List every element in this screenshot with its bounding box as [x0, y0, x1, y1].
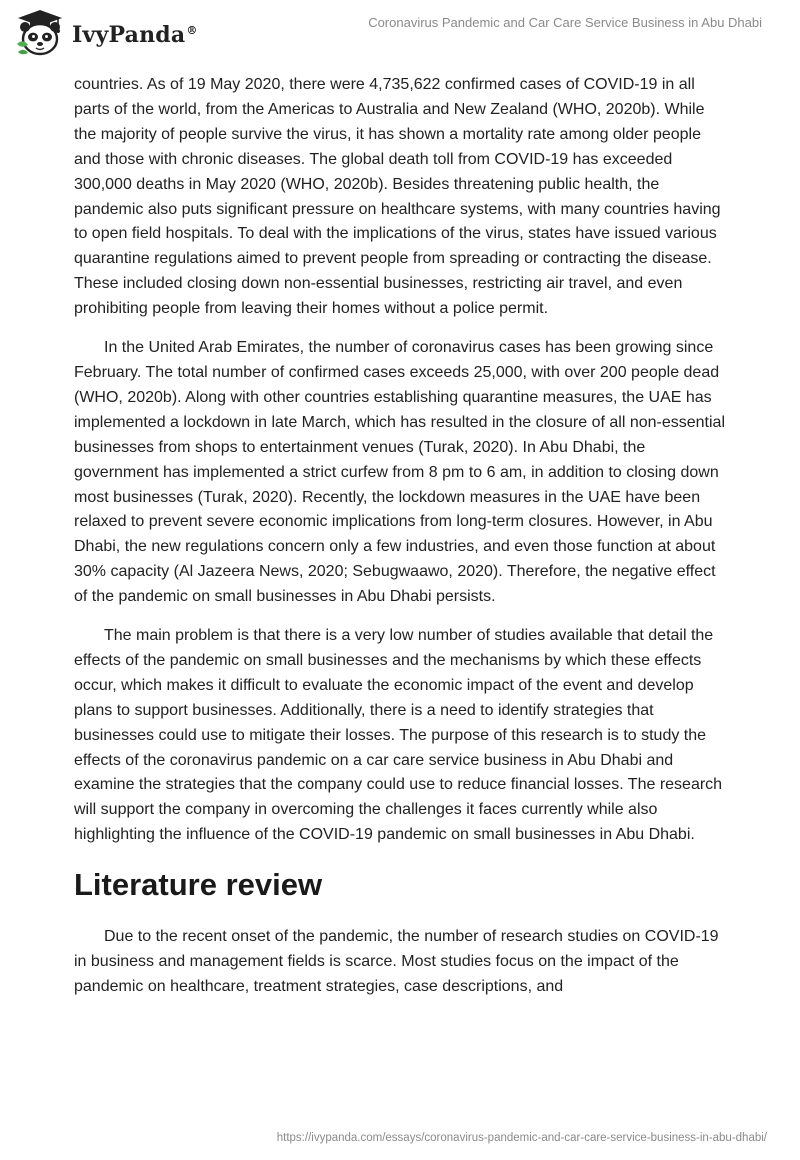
- ivypanda-logo-link[interactable]: [14, 8, 198, 58]
- source-url-link[interactable]: https://ivypanda.com/essays/coronavirus-pandemic-and-car-care-service-business-in-abu-dhabi/: [276, 1132, 767, 1144]
- brand-name: [72, 22, 198, 48]
- registered-mark: ®: [186, 23, 198, 37]
- section-heading-literature-review: Literature review: [74, 867, 323, 903]
- literature-paragraph-1: Due to the recent onset of the pandemic, the number of research studies on COVID-19 in business and management fields is scarce. Most studies focus on the impact of the pandemic on healthcare, treatment strategies, case descriptions, and: [74, 928, 719, 995]
- body-paragraph-2: In the United Arab Emirates, the number of coronavirus cases has been growing since February. The total number of confirmed cases exceeds 25,000, with over 200 people dead (WHO, 2020b). Along with other countries establishing quarantine measures, the UAE has implemented a lockdown in late March, which has resulted in the closure of all non-essential businesses from shops to entertainment venues (Turak, 2020). In Abu Dhabi, the government has implemented a strict curfew from 8 pm to 6 am, in addition to closing down most businesses (Turak, 2020). Recently, the lockdown measures in the UAE have been relaxed to prevent severe economic implications from long-term closures. However, in Abu Dhabi, the new regulations concern only a few industries, and even those function at about 30% capacity (Al Jazeera News, 2020; Sebugwaawo, 2020). Therefore, the negative effect of the pandemic on small businesses in Abu Dhabi persists.: [74, 339, 726, 606]
- body-paragraph-3: The main problem is that there is a very low number of studies available that detail the effects of the pandemic on small businesses and the mechanisms by which these effects occur, which makes it difficult to evaluate the economic impact of the event and develop plans to support businesses. Additionally, there is a need to identify strategies that businesses could use to mitigate their losses. The purpose of this research is to study the effects of the coronavirus pandemic on a car care service business in Abu Dhabi and examine the strategies that the company could use to reduce financial losses. The research will support the company in overcoming the challenges it faces currently while also highlighting the influence of the COVID-19 pandemic on small businesses in Abu Dhabi.: [74, 627, 723, 844]
- page-header: [0, 0, 800, 66]
- essay-content: [74, 73, 726, 1014]
- body-paragraph-1: countries. As of 19 May 2020, there were 4,735,622 confirmed cases of COVID-19 in all parts of the world, from the Americas to Australia and New Zealand (WHO, 2020b). While the majority of people survive the virus, it has shown a mortality rate among older people and those with chronic diseases. The global death toll from COVID-19 has exceeded 300,000 deaths in May 2020 (WHO, 2020b). Besides threatening public health, the pandemic also puts significant pressure on healthcare systems, with many countries having to open field hospitals. To deal with the implications of the virus, states have issued various quarantine regulations aimed to prevent people from spreading or contracting the disease. These included closing down non-essential businesses, restricting air travel, and even prohibiting people from leaving their homes without a police permit.: [74, 76, 721, 318]
- document-title: Coronavirus Pandemic and Car Care Service Business in Abu Dhabi: [368, 15, 762, 30]
- brand-name-text: IvyPanda: [72, 22, 186, 48]
- panda-logo-icon: [14, 8, 66, 58]
